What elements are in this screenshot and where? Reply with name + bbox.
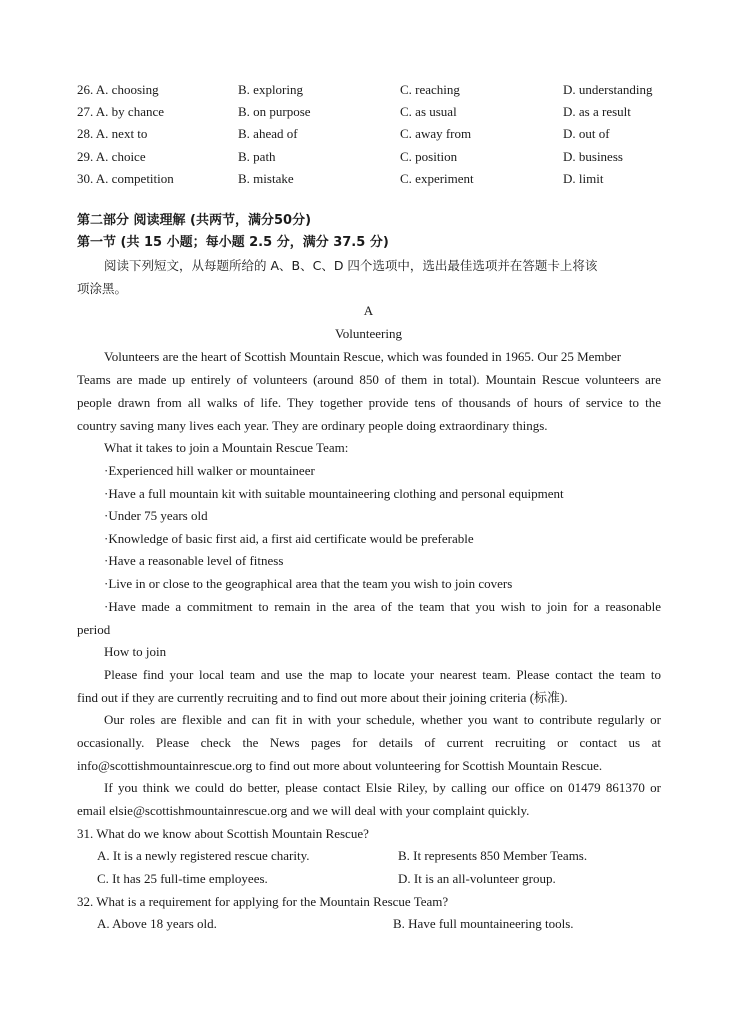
answer-option-d: D. It is an all-volunteer group. xyxy=(398,871,556,886)
requirement-item: ·Knowledge of basic first aid, a first aid certificate would be preferable xyxy=(104,531,474,546)
answer-option-a: A. Above 18 years old. xyxy=(97,916,217,931)
option-c: C. reaching xyxy=(400,82,460,97)
cloze-row xyxy=(77,123,677,145)
paragraph-line: Volunteers are the heart of Scottish Mountain Rescue, which was founded in 1965. Our 25 Member xyxy=(104,349,622,364)
option-d: D. business xyxy=(563,148,623,164)
requirement-item: ·Live in or close to the geographical area that the team you wish to join covers xyxy=(104,576,513,591)
paragraph-line: people drawn from all walks of life. They together provide tens of thousands of hours of service to the xyxy=(77,395,661,410)
requirement-item: ·Have a reasonable level of fitness xyxy=(104,553,284,568)
paragraph-line: email elsie@scottishmountainrescue.org and we will deal with your complaint quickly. xyxy=(77,803,530,818)
option-d: D. limit xyxy=(563,170,604,186)
passage-title: Volunteering xyxy=(335,326,402,341)
cloze-row xyxy=(77,168,677,190)
cloze-row xyxy=(77,101,677,123)
option-d: D. as a result xyxy=(563,104,631,120)
requirement-item: ·Experienced hill walker or mountaineer xyxy=(104,463,315,478)
option-d: D. out of xyxy=(563,126,610,142)
instructions-line: 阅读下列短文，从每题所给的 A、B、C、D 四个选项中，选出最佳选项并在答题卡上将该 xyxy=(104,258,598,273)
requirements-heading: What it takes to join a Mountain Rescue Team: xyxy=(104,440,349,455)
join-heading: How to join xyxy=(104,644,167,659)
answer-option-a: A. It is a newly registered rescue charity. xyxy=(97,848,310,863)
cloze-row xyxy=(77,146,677,168)
subsection-title: 第一节 (共 15 小题；每小题 2.5 分，满分 37.5 分) xyxy=(77,235,389,250)
option-a: 28. A. next to xyxy=(77,126,148,142)
option-c: C. experiment xyxy=(400,170,474,186)
option-a: 27. A. by chance xyxy=(77,104,165,120)
paragraph-line: Teams are made up entirely of volunteers (around 850 of them in total). Mountain Rescue volunteers are xyxy=(77,372,661,387)
option-b: B. ahead of xyxy=(238,126,298,142)
option-b: B. on purpose xyxy=(238,104,311,120)
option-b: B. exploring xyxy=(238,82,303,97)
option-c: C. away from xyxy=(400,126,472,142)
paragraph-line: occasionally. Please check the News pages for details of current recruiting or contact us at xyxy=(77,735,661,750)
option-a: 26. A. choosing xyxy=(77,82,159,97)
cloze-options-table xyxy=(77,79,677,190)
paragraph-line: info@scottishmountainrescue.org to find out more about volunteering for Scottish Mountain Rescue. xyxy=(77,758,603,773)
paragraph-line: Please find your local team and use the map to locate your nearest team. Please contact the team to xyxy=(104,667,661,682)
paragraph-line: If you think we could do better, please contact Elsie Riley, by calling our office on 01479 861370 or xyxy=(104,780,661,795)
answer-option-c: C. It has 25 full-time employees. xyxy=(97,871,268,886)
option-d: D. understanding xyxy=(563,82,653,97)
option-c: C. position xyxy=(400,148,458,164)
answer-option-b: B. Have full mountaineering tools. xyxy=(393,916,574,931)
requirement-item-cont: period xyxy=(77,622,111,637)
paragraph-line: country saving many lives each year. They are ordinary people doing extraordinary things. xyxy=(77,418,548,433)
paragraph-line: Our roles are flexible and can fit in with your schedule, whether you want to contribute regularly or xyxy=(104,712,661,727)
paragraph-line: find out if they are currently recruiting and to find out more about their joining criteria (标准). xyxy=(77,690,568,705)
option-b: B. mistake xyxy=(238,170,294,186)
question-stem: 31. What do we know about Scottish Mountain Rescue? xyxy=(77,826,369,841)
option-b: B. path xyxy=(238,148,276,164)
cloze-row xyxy=(77,79,677,101)
requirement-item: ·Have a full mountain kit with suitable mountaineering clothing and personal equipment xyxy=(104,486,564,501)
answer-option-b: B. It represents 850 Member Teams. xyxy=(398,848,588,863)
requirement-item: ·Under 75 years old xyxy=(104,508,208,523)
part-title: 第二部分 阅读理解 (共两节，满分50分) xyxy=(77,213,312,228)
option-c: C. as usual xyxy=(400,104,457,120)
passage-letter: A xyxy=(363,303,374,318)
option-a: 29. A. choice xyxy=(77,148,146,164)
option-a: 30. A. competition xyxy=(77,170,174,186)
requirement-item: ·Have made a commitment to remain in the area of the team that you wish to join for a reasonable xyxy=(104,599,661,614)
instructions-line: 项涂黑。 xyxy=(77,281,128,296)
question-stem: 32. What is a requirement for applying for the Mountain Rescue Team? xyxy=(77,894,449,909)
